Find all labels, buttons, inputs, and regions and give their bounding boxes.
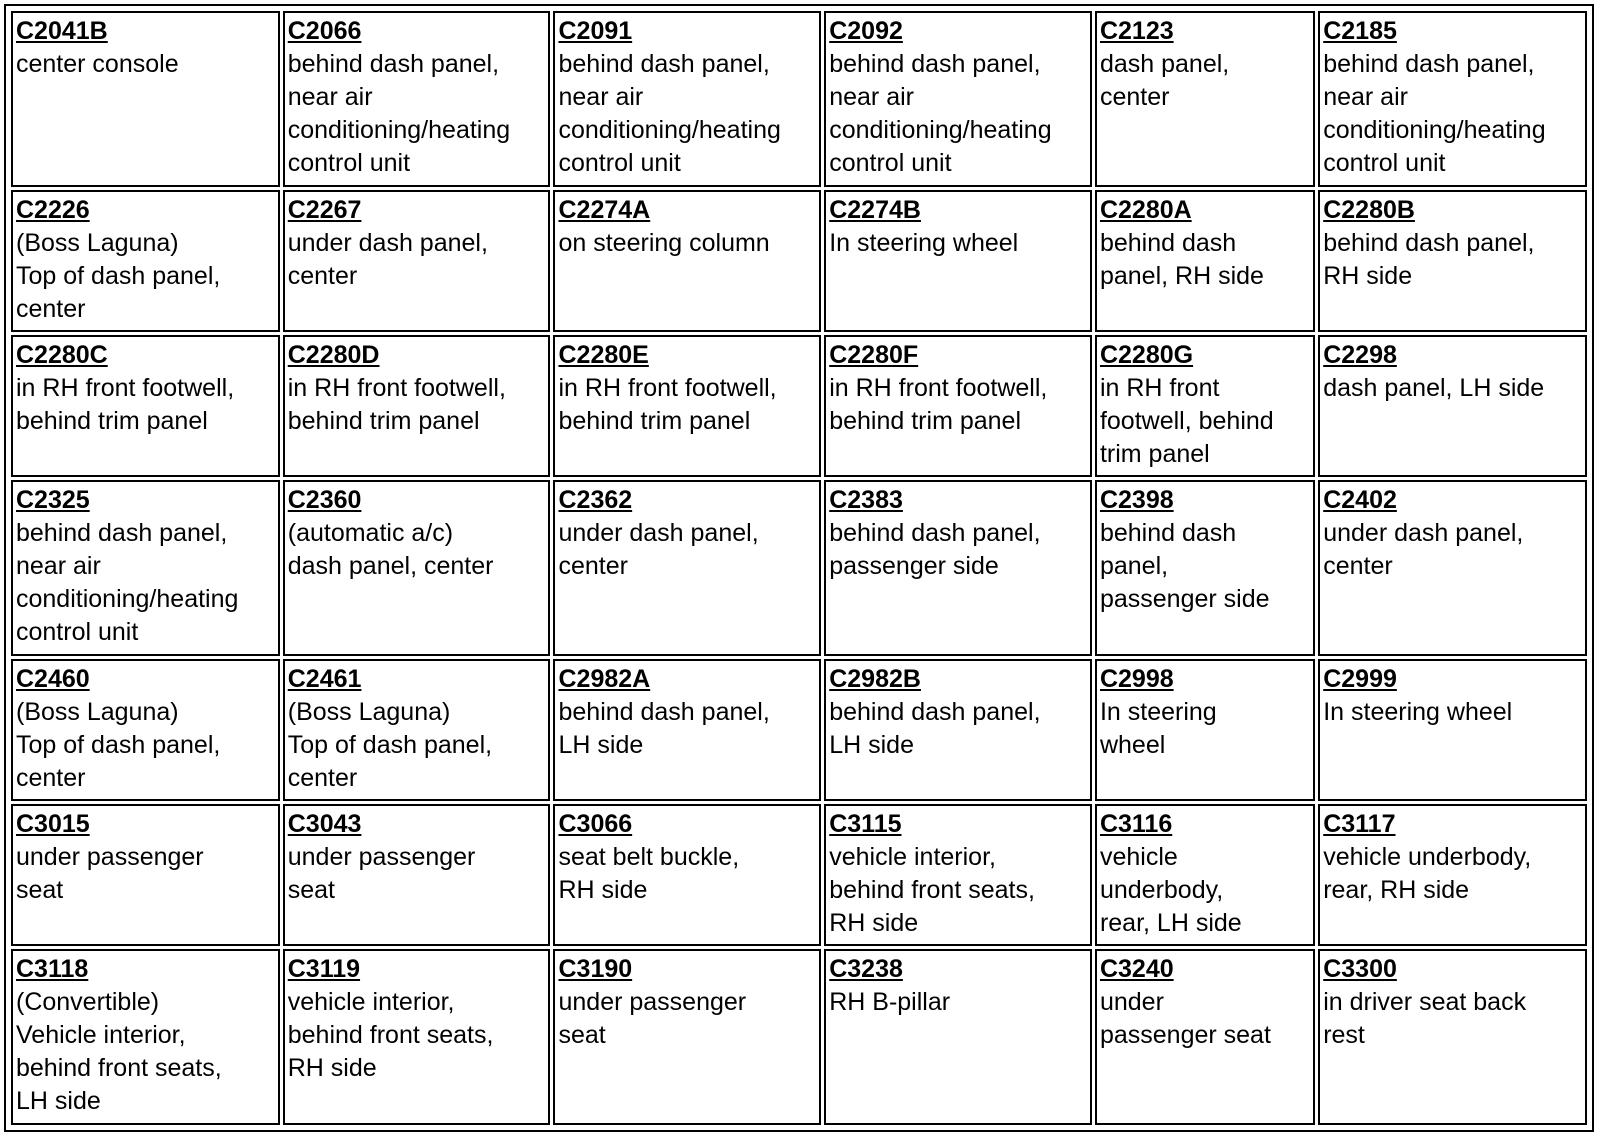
connector-location: vehicle underbody, rear, RH side [1323,843,1532,905]
connector-location: dash panel, center [1099,50,1230,111]
connector-location: (automatic a/c) dash panel, center [287,519,494,581]
connector-code[interactable]: C2402 [1323,486,1397,515]
connector-location: vehicle underbody, rear, LH side [1099,843,1242,938]
connector-code[interactable]: C2461 [287,664,362,693]
connector-location: in driver seat back rest [1323,988,1527,1050]
connector-code[interactable]: C2280C [16,340,108,369]
connector-code[interactable]: C2362 [558,486,633,515]
connector-code[interactable]: C2999 [1323,664,1397,693]
connector-cell [824,335,1092,477]
connector-cell [1095,190,1315,332]
connector-location: behind dash panel, near air conditioning/heating control unit [558,50,781,177]
connector-code[interactable]: C2360 [287,486,362,515]
connector-code[interactable]: C2091 [558,17,633,45]
connector-location: under passenger seat [558,988,747,1050]
connector-cell [824,949,1092,1125]
connector-code[interactable]: C2383 [829,486,903,515]
connector-location: (Boss Laguna) Top of dash panel, center [16,228,221,323]
connector-location: under passenger seat [16,843,204,905]
connector-location: behind dash panel, RH side [1323,228,1535,290]
connector-code[interactable]: C2041B [16,17,108,45]
table-row [11,335,1587,477]
connector-cell [11,190,280,332]
connector-code[interactable]: C2267 [287,195,362,224]
connector-cell [1318,11,1587,187]
connector-code[interactable]: C3240 [1099,955,1174,984]
connector-cell [283,11,551,187]
connector-cell [283,190,551,332]
connector-code[interactable]: C2298 [1323,340,1397,369]
connector-location: under dash panel, center [1323,519,1524,581]
connector-cell [553,11,821,187]
connector-location: In steering wheel [829,228,1019,257]
connector-code[interactable]: C2280D [287,340,380,369]
connector-cell [824,190,1092,332]
connector-location: (Boss Laguna) Top of dash panel, center [287,697,493,792]
connector-code[interactable]: C2274B [829,195,921,224]
connector-location: in RH front footwell, behind trim panel [287,373,506,435]
connector-code[interactable]: C3300 [1323,955,1397,984]
connector-code[interactable]: C2982A [558,664,651,693]
connector-location-table [8,8,1590,1128]
connector-code[interactable]: C2185 [1323,17,1397,45]
connector-cell [11,480,280,656]
connector-code[interactable]: C3066 [558,810,633,839]
table-row [11,480,1587,656]
connector-location: under dash panel, center [558,519,759,581]
connector-cell [11,11,280,187]
connector-code[interactable]: C3118 [16,955,89,984]
connector-location: (Convertible) Vehicle interior, behind front seats, LH side [16,988,222,1116]
connector-cell [11,659,280,801]
connector-location: in RH front footwell, behind trim panel [1099,373,1274,468]
connector-cell [1095,335,1315,477]
connector-cell [11,335,280,477]
connector-cell [283,949,551,1125]
connector-code[interactable]: C2092 [829,17,903,45]
connector-location: under passenger seat [1099,988,1271,1050]
connector-location: behind dash panel, LH side [558,697,770,759]
connector-code[interactable]: C3117 [1323,810,1396,839]
connector-code[interactable]: C2460 [16,664,90,693]
connector-code[interactable]: C3119 [287,955,361,984]
table-row [11,804,1587,946]
connector-code[interactable]: C2066 [287,17,362,45]
connector-cell [824,659,1092,801]
connector-cell [283,480,551,656]
connector-cell [283,659,551,801]
connector-cell [1318,190,1587,332]
table-row [11,659,1587,801]
connector-location: vehicle interior, behind front seats, RH side [287,988,494,1083]
connector-cell [824,804,1092,946]
connector-location: behind dash panel, near air conditioning/heating control unit [1323,50,1546,177]
connector-cell [553,335,821,477]
connector-location: in RH front footwell, behind trim panel [829,373,1048,435]
connector-location: In steering wheel [1323,697,1513,726]
connector-cell [1318,804,1587,946]
connector-location: on steering column [558,228,770,257]
connector-cell [1095,480,1315,656]
connector-location: behind dash panel, near air conditioning/heating control unit [287,50,511,177]
connector-code[interactable]: C3043 [287,810,362,839]
connector-cell [1095,11,1315,187]
connector-code[interactable]: C2982B [829,664,921,693]
connector-code[interactable]: C2998 [1099,664,1174,693]
connector-cell [1318,335,1587,477]
connector-location: vehicle interior, behind front seats, RH side [829,843,1035,938]
connector-location: behind dash panel, near air conditioning/heating control unit [829,50,1052,177]
connector-location: behind dash panel, near air conditioning/heating control unit [16,519,239,647]
table-row [11,190,1587,332]
connector-cell [553,949,821,1125]
connector-code[interactable]: C3190 [558,955,633,984]
connector-code[interactable]: C2280G [1099,340,1194,369]
connector-location: behind dash panel, passenger side [1099,519,1270,614]
connector-location: seat belt buckle, RH side [558,843,740,905]
connector-code[interactable]: C3116 [1099,810,1173,839]
connector-code[interactable]: C2280A [1099,195,1192,224]
connector-cell [553,190,821,332]
connector-cell [553,804,821,946]
connector-cell [824,11,1092,187]
connector-location: behind dash panel, passenger side [829,519,1041,581]
connector-location: in RH front footwell, behind trim panel [16,373,235,435]
connector-cell [1318,480,1587,656]
connector-cell [1318,949,1587,1125]
connector-cell [283,804,551,946]
connector-code[interactable]: C3115 [829,810,902,839]
table-row [11,949,1587,1125]
connector-code[interactable]: C3015 [16,810,90,839]
connector-cell [1095,804,1315,946]
connector-cell [283,335,551,477]
connector-code[interactable]: C2226 [16,195,90,224]
connector-location-table-frame [4,4,1594,1132]
connector-code[interactable]: C2398 [1099,486,1174,515]
connector-code[interactable]: C2280B [1323,195,1415,224]
connector-location: behind dash panel, RH side [1099,228,1264,290]
connector-cell [1095,659,1315,801]
connector-cell [11,804,280,946]
connector-code[interactable]: C2325 [16,486,90,515]
connector-location: (Boss Laguna) Top of dash panel, center [16,697,221,792]
connector-location: center console [16,50,179,78]
connector-location: under dash panel, center [287,228,488,290]
connector-cell [824,480,1092,656]
connector-code[interactable]: C2280E [558,340,649,369]
connector-location: dash panel, LH side [1323,373,1545,402]
connector-code[interactable]: C2280F [829,340,919,369]
connector-code[interactable]: C3238 [829,955,903,984]
connector-cell [1095,949,1315,1125]
connector-location: in RH front footwell, behind trim panel [558,373,777,435]
connector-location: In steering wheel [1099,697,1217,759]
connector-location: under passenger seat [287,843,476,905]
connector-code[interactable]: C2123 [1099,17,1174,45]
connector-cell [553,480,821,656]
connector-location: RH B-pillar [829,988,951,1017]
table-row [11,11,1587,187]
connector-code[interactable]: C2274A [558,195,651,224]
connector-location: behind dash panel, LH side [829,697,1041,759]
connector-cell [553,659,821,801]
connector-cell [1318,659,1587,801]
connector-cell [11,949,280,1125]
